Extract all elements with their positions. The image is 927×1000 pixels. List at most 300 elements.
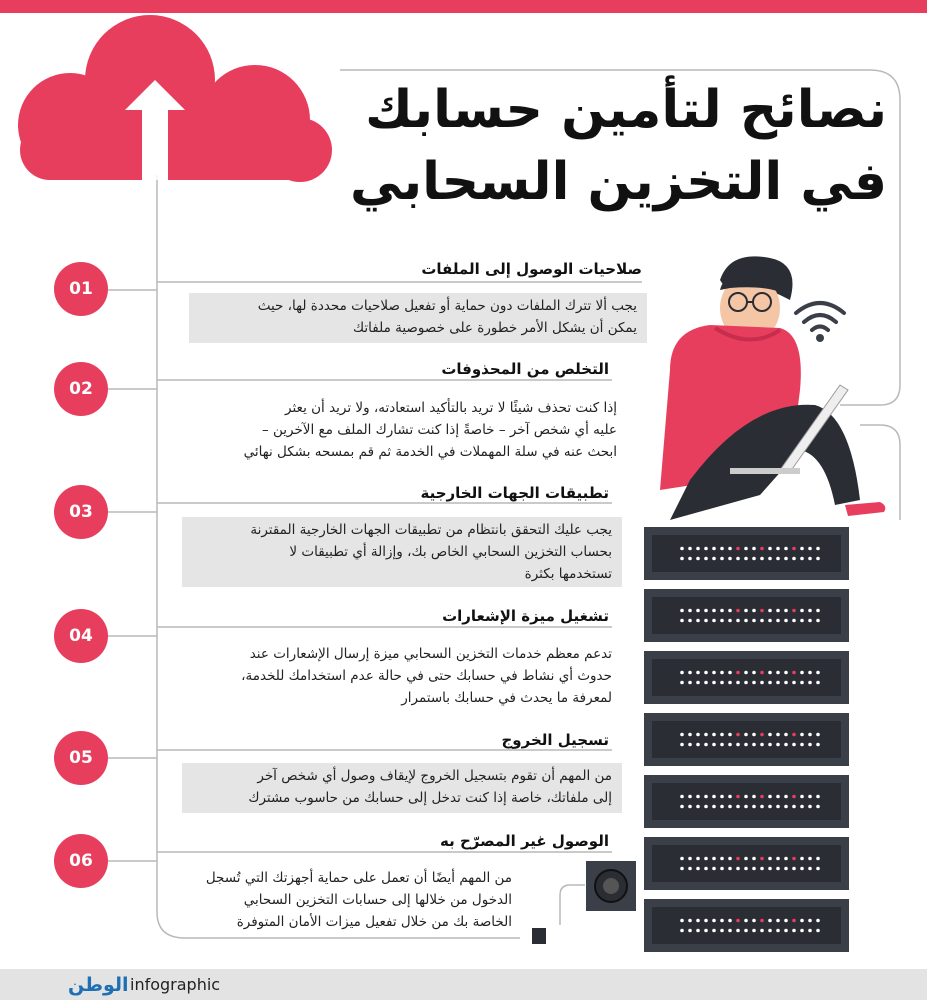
server-led — [752, 557, 756, 561]
server-led — [760, 929, 764, 933]
server-led — [792, 929, 796, 933]
server-led — [728, 867, 732, 871]
server-led — [776, 547, 780, 551]
server-led — [728, 743, 732, 747]
server-led — [720, 857, 724, 861]
server-led — [744, 795, 748, 799]
server-led — [688, 929, 692, 933]
server-led — [696, 867, 700, 871]
server-led — [800, 681, 804, 685]
server-led — [728, 857, 732, 861]
server-led — [696, 743, 700, 747]
tip-line: ابحث عنه في سلة المهملات في الخدمة ثم قم بمسحه بشكل نهائي — [243, 444, 617, 460]
server-led — [744, 681, 748, 685]
server-led — [792, 733, 796, 737]
tip-line: من المهم أن تقوم بتسجيل الخروج لإيقاف وصول أي شخص آخر — [257, 768, 612, 784]
server-led — [760, 681, 764, 685]
server-led — [816, 733, 820, 737]
server-led — [776, 805, 780, 809]
tip-number-badge: 03 — [54, 485, 108, 539]
server-panel — [652, 535, 841, 572]
server-led — [744, 619, 748, 623]
server-led — [696, 795, 700, 799]
tip-number-badge: 01 — [54, 262, 108, 316]
server-panel — [652, 907, 841, 944]
server-led — [712, 671, 716, 675]
server-led — [760, 743, 764, 747]
server-led — [736, 619, 740, 623]
tip-line: بحساب التخزين السحابي الخاص بك، وإزالة أي تطبيقات لا — [289, 544, 612, 560]
server-led — [784, 805, 788, 809]
server-led — [736, 867, 740, 871]
tip-heading: تشغيل ميزة الإشعارات — [442, 607, 609, 625]
server-led — [680, 919, 684, 923]
server-led — [696, 857, 700, 861]
server-led — [800, 743, 804, 747]
server-led — [720, 743, 724, 747]
tip-line: إلى ملفاتك، خاصة إذا كنت تدخل إلى حسابك من حاسوب مشترك — [248, 790, 612, 806]
server-led — [720, 671, 724, 675]
server-led — [760, 867, 764, 871]
server-led — [776, 867, 780, 871]
tip-number-badge: 06 — [54, 834, 108, 888]
server-led — [704, 733, 708, 737]
server-led — [808, 619, 812, 623]
server-led — [720, 609, 724, 613]
server-led — [712, 681, 716, 685]
server-led — [760, 557, 764, 561]
server-led — [712, 733, 716, 737]
server-led — [792, 547, 796, 551]
server-stack — [642, 525, 852, 965]
server-led — [768, 919, 772, 923]
server-led — [808, 805, 812, 809]
server-led — [688, 557, 692, 561]
server-led — [752, 609, 756, 613]
server-led — [704, 671, 708, 675]
server-led — [720, 795, 724, 799]
server-led — [688, 919, 692, 923]
server-led — [776, 857, 780, 861]
server-led — [704, 547, 708, 551]
server-led — [744, 929, 748, 933]
tip-line: الدخول من خلالها إلى حسابات التخزين السحابي — [243, 892, 512, 908]
server-led — [712, 857, 716, 861]
server-led — [776, 733, 780, 737]
tip-heading: تطبيقات الجهات الخارجية — [420, 484, 609, 502]
tip-number-badge: 02 — [54, 362, 108, 416]
server-led — [816, 919, 820, 923]
server-led — [736, 547, 740, 551]
server-led — [680, 867, 684, 871]
server-led — [752, 743, 756, 747]
server-led — [752, 619, 756, 623]
server-led — [776, 929, 780, 933]
server-led — [784, 557, 788, 561]
server-led — [768, 929, 772, 933]
server-led — [688, 547, 692, 551]
brand-logo: الوطن — [68, 974, 129, 996]
tip-line: يجب عليك التحقق بانتظام من تطبيقات الجهات الخارجية المقترنة — [250, 522, 612, 538]
server-led — [776, 557, 780, 561]
server-led — [752, 929, 756, 933]
server-led — [696, 733, 700, 737]
server-led — [744, 805, 748, 809]
server-led — [768, 733, 772, 737]
server-led — [696, 547, 700, 551]
server-led — [728, 919, 732, 923]
server-led — [816, 681, 820, 685]
server-led — [800, 929, 804, 933]
server-led — [768, 547, 772, 551]
server-led — [744, 609, 748, 613]
server-led — [712, 743, 716, 747]
server-led — [800, 857, 804, 861]
server-led — [752, 857, 756, 861]
server-led — [720, 733, 724, 737]
server-led — [800, 733, 804, 737]
server-led — [712, 919, 716, 923]
server-led — [784, 743, 788, 747]
server-led — [800, 867, 804, 871]
server-led — [776, 681, 780, 685]
server-led — [816, 671, 820, 675]
server-led — [688, 805, 692, 809]
server-led — [696, 557, 700, 561]
server-led — [752, 547, 756, 551]
server-led — [760, 795, 764, 799]
server-led — [736, 857, 740, 861]
server-led — [752, 681, 756, 685]
server-led — [736, 609, 740, 613]
server-led — [704, 609, 708, 613]
server-led — [760, 733, 764, 737]
server-led — [808, 681, 812, 685]
server-led — [760, 609, 764, 613]
server-panel — [652, 659, 841, 696]
server-led — [792, 805, 796, 809]
tip-line: تستخدمها بكثرة — [524, 566, 612, 582]
server-led — [816, 619, 820, 623]
server-led — [680, 805, 684, 809]
server-led — [768, 857, 772, 861]
tip-heading: التخلص من المحذوفات — [441, 360, 609, 378]
server-led — [768, 867, 772, 871]
server-led — [800, 609, 804, 613]
server-led — [704, 557, 708, 561]
server-led — [760, 919, 764, 923]
server-led — [728, 805, 732, 809]
server-led — [712, 805, 716, 809]
server-led — [704, 805, 708, 809]
server-led — [816, 609, 820, 613]
server-led — [688, 733, 692, 737]
server-led — [808, 609, 812, 613]
server-led — [800, 671, 804, 675]
server-led — [744, 733, 748, 737]
server-led — [712, 609, 716, 613]
server-led — [680, 547, 684, 551]
server-led — [792, 619, 796, 623]
server-led — [680, 857, 684, 861]
server-led — [688, 795, 692, 799]
tip-line: لمعرفة ما يحدث في حسابك باستمرار — [401, 690, 612, 706]
server-led — [760, 671, 764, 675]
server-led — [808, 547, 812, 551]
server-led — [728, 619, 732, 623]
tip-body — [182, 517, 622, 587]
server-led — [760, 547, 764, 551]
server-led — [752, 867, 756, 871]
server-led — [744, 919, 748, 923]
server-led — [696, 609, 700, 613]
server-led — [768, 619, 772, 623]
server-led — [792, 681, 796, 685]
server-led — [736, 795, 740, 799]
server-led — [688, 619, 692, 623]
server-led — [688, 743, 692, 747]
server-led — [808, 867, 812, 871]
server-led — [728, 733, 732, 737]
server-led — [808, 557, 812, 561]
server-led — [784, 681, 788, 685]
server-led — [720, 805, 724, 809]
server-led — [792, 671, 796, 675]
tip-line: عليه أي شخص آخر – خاصةً إذا كنت تشارك الملف مع الآخرين – — [261, 422, 617, 438]
server-led — [800, 557, 804, 561]
server-led — [696, 671, 700, 675]
server-led — [704, 795, 708, 799]
server-led — [704, 681, 708, 685]
tip-heading: تسجيل الخروج — [501, 731, 609, 749]
server-led — [744, 857, 748, 861]
server-led — [768, 671, 772, 675]
server-led — [792, 557, 796, 561]
server-led — [736, 743, 740, 747]
server-led — [744, 547, 748, 551]
server-led — [784, 867, 788, 871]
server-led — [680, 609, 684, 613]
server-led — [736, 805, 740, 809]
server-led — [680, 681, 684, 685]
server-led — [728, 681, 732, 685]
server-led — [728, 557, 732, 561]
server-led — [680, 557, 684, 561]
server-led — [776, 795, 780, 799]
server-led — [784, 795, 788, 799]
tip-number-badge: 05 — [54, 731, 108, 785]
server-led — [800, 547, 804, 551]
server-led — [696, 929, 700, 933]
server-led — [744, 743, 748, 747]
server-led — [816, 857, 820, 861]
server-led — [816, 743, 820, 747]
server-led — [808, 795, 812, 799]
server-led — [696, 919, 700, 923]
server-led — [816, 557, 820, 561]
server-led — [792, 743, 796, 747]
server-led — [728, 671, 732, 675]
server-led — [712, 929, 716, 933]
server-led — [680, 733, 684, 737]
tip-number-badge: 04 — [54, 609, 108, 663]
server-led — [792, 857, 796, 861]
server-led — [712, 619, 716, 623]
server-led — [688, 609, 692, 613]
server-led — [776, 671, 780, 675]
server-led — [808, 733, 812, 737]
server-led — [744, 867, 748, 871]
server-led — [784, 733, 788, 737]
server-led — [808, 743, 812, 747]
tip-line: الخاصة بك من خلال تفعيل ميزات الأمان المتوفرة — [236, 914, 512, 930]
server-led — [800, 619, 804, 623]
server-led — [768, 795, 772, 799]
tip-line: يجب ألا تترك الملفات دون حماية أو تفعيل صلاحيات محددة لها، حيث — [257, 298, 637, 314]
server-led — [784, 619, 788, 623]
server-led — [712, 867, 716, 871]
server-led — [744, 557, 748, 561]
server-led — [688, 671, 692, 675]
page-title-line1: نصائح لتأمين حسابك — [365, 80, 887, 140]
server-led — [752, 671, 756, 675]
server-led — [688, 681, 692, 685]
server-led — [792, 867, 796, 871]
server-led — [784, 857, 788, 861]
speaker-icon — [585, 860, 637, 912]
server-led — [784, 609, 788, 613]
server-led — [792, 919, 796, 923]
server-led — [784, 929, 788, 933]
server-led — [816, 547, 820, 551]
server-led — [776, 609, 780, 613]
server-led — [736, 671, 740, 675]
server-led — [784, 919, 788, 923]
server-led — [808, 919, 812, 923]
server-panel — [652, 721, 841, 758]
server-led — [752, 805, 756, 809]
server-led — [808, 857, 812, 861]
tip-body — [182, 763, 622, 813]
page-title-line2: في التخزين السحابي — [350, 152, 887, 212]
server-led — [792, 795, 796, 799]
tip-line: تدعم معظم خدمات التخزين السحابي ميزة إرسال الإشعارات عند — [249, 646, 612, 662]
server-led — [728, 547, 732, 551]
server-led — [680, 743, 684, 747]
server-led — [704, 919, 708, 923]
server-led — [760, 857, 764, 861]
server-led — [768, 557, 772, 561]
server-led — [808, 929, 812, 933]
server-led — [784, 671, 788, 675]
server-led — [688, 857, 692, 861]
tip-line: إذا كنت تحذف شيئًا لا تريد بالتأكيد استعادته، ولا تريد أن يعثر — [285, 400, 617, 416]
tip-body — [182, 865, 522, 935]
server-led — [728, 929, 732, 933]
server-led — [696, 805, 700, 809]
server-led — [768, 805, 772, 809]
server-panel — [652, 597, 841, 634]
server-led — [792, 609, 796, 613]
server-led — [736, 681, 740, 685]
server-led — [704, 929, 708, 933]
server-led — [816, 867, 820, 871]
server-led — [776, 919, 780, 923]
server-led — [768, 609, 772, 613]
server-led — [768, 681, 772, 685]
tip-heading: صلاحيات الوصول إلى الملفات — [421, 260, 642, 278]
server-led — [800, 805, 804, 809]
server-led — [768, 743, 772, 747]
server-led — [720, 681, 724, 685]
server-led — [736, 929, 740, 933]
server-led — [696, 681, 700, 685]
server-led — [720, 919, 724, 923]
server-led — [680, 671, 684, 675]
server-led — [688, 867, 692, 871]
server-led — [776, 619, 780, 623]
server-led — [816, 795, 820, 799]
server-led — [816, 805, 820, 809]
server-led — [720, 929, 724, 933]
server-led — [736, 919, 740, 923]
server-led — [752, 733, 756, 737]
server-led — [712, 795, 716, 799]
tip-line: حدوث أي نشاط في حسابك حتى في حالة عدم استخدامك للخدمة، — [241, 668, 612, 684]
tip-body — [189, 293, 647, 343]
server-led — [808, 671, 812, 675]
server-led — [720, 619, 724, 623]
server-led — [704, 619, 708, 623]
server-led — [736, 733, 740, 737]
server-led — [784, 547, 788, 551]
server-led — [720, 547, 724, 551]
server-led — [680, 795, 684, 799]
server-panel — [652, 783, 841, 820]
server-led — [720, 867, 724, 871]
server-led — [680, 929, 684, 933]
server-led — [816, 929, 820, 933]
server-led — [696, 619, 700, 623]
tip-heading: الوصول غير المصرّح به — [440, 832, 609, 850]
server-led — [704, 857, 708, 861]
server-led — [760, 619, 764, 623]
tip-line: يمكن أن يشكل الأمر خطورة على خصوصية ملفاتك — [353, 320, 637, 336]
infographic-label: infographic — [130, 975, 221, 994]
server-led — [800, 795, 804, 799]
server-led — [728, 609, 732, 613]
server-panel — [652, 845, 841, 882]
server-led — [720, 557, 724, 561]
server-led — [800, 919, 804, 923]
tip-body — [182, 641, 622, 711]
tip-body — [187, 395, 627, 465]
server-led — [704, 867, 708, 871]
person-with-laptop — [630, 250, 900, 530]
tip-line: من المهم أيضًا أن تعمل على حماية أجهزتك التي تُسجل — [205, 870, 512, 886]
server-led — [712, 547, 716, 551]
server-led — [736, 557, 740, 561]
server-led — [752, 919, 756, 923]
server-led — [704, 743, 708, 747]
server-led — [744, 671, 748, 675]
server-led — [776, 743, 780, 747]
server-led — [728, 795, 732, 799]
server-led — [680, 619, 684, 623]
server-led — [712, 557, 716, 561]
server-led — [760, 805, 764, 809]
server-led — [752, 795, 756, 799]
